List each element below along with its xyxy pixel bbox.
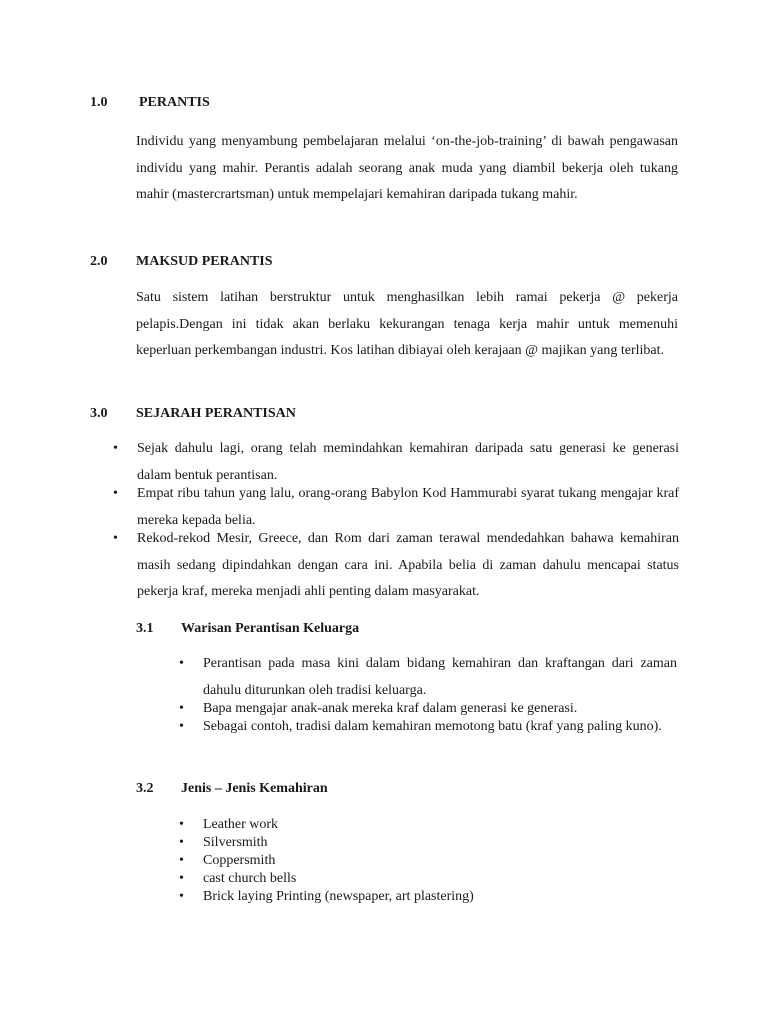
section-number-1: 1.0 <box>90 95 108 110</box>
section-title-jenis-kemahiran: Jenis – Jenis Kemahiran <box>181 781 328 796</box>
list-item-text: Leather work <box>203 817 279 832</box>
section-number-3-2: 3.2 <box>136 781 154 796</box>
list-item-text: Bapa mengajar anak-anak mereka kraf dalam generasi ke generasi. <box>203 701 578 716</box>
bullet-icon: • <box>179 853 184 868</box>
list-item-text: Perantisan pada masa kini dalam bidang kemahiran dan kraftangan dari zaman dahulu diturunkan oleh tradisi keluarga. <box>203 656 677 698</box>
bullet-icon: • <box>113 486 118 501</box>
list-item <box>179 651 677 704</box>
list-item-text: Rekod-rekod Mesir, Greece, dan Rom dari zaman terawal mendedahkan bahawa kemahiran masih sedang dipindahkan dengan cara ini. Apabila belia di zaman dahulu mencapai status pekerja kraf, mereka menjadi ahli penting dalam masyarakat. <box>137 531 679 599</box>
bullet-icon: • <box>179 889 184 904</box>
list-item-text: Brick laying Printing (newspaper, art plastering) <box>203 889 474 904</box>
section-title-sejarah-perantisan: SEJARAH PERANTISAN <box>136 406 296 421</box>
section-number-2: 2.0 <box>90 254 108 269</box>
bullet-icon: • <box>179 701 184 716</box>
list-item <box>179 870 677 888</box>
section-title-perantis: PERANTIS <box>139 95 210 110</box>
list-item-text: Silversmith <box>203 835 268 850</box>
list-item-text: Empat ribu tahun yang lalu, orang-orang Babylon Kod Hammurabi syarat tukang mengajar kraf mereka kepada belia. <box>137 486 679 528</box>
list-item <box>179 714 677 741</box>
section-body-maksud-perantis: Satu sistem latihan berstruktur untuk menghasilkan lebih ramai pekerja @ pekerja pelapis.Dengan ini tidak akan berlaku kekurangan tenaga kerja mahir untuk memenuhi keperluan perkembangan industri. Kos latihan dibiayai oleh kerajaan @ majikan yang terlibat. <box>136 290 678 358</box>
bullet-icon: • <box>179 656 184 671</box>
bullet-icon: • <box>179 719 184 734</box>
section-number-3-1: 3.1 <box>136 621 154 636</box>
list-item-text: Coppersmith <box>203 853 276 868</box>
list-item-text: Sebagai contoh, tradisi dalam kemahiran memotong batu (kraf yang paling kuno). <box>203 719 662 734</box>
list-item-text: cast church bells <box>203 871 297 886</box>
list-item <box>179 816 677 834</box>
bullet-icon: • <box>179 835 184 850</box>
list-item <box>179 888 677 906</box>
bullet-icon: • <box>113 441 118 456</box>
list-item-text: Sejak dahulu lagi, orang telah memindahkan kemahiran daripada satu generasi ke generasi dalam bentuk perantisan. <box>137 441 679 483</box>
section-number-3: 3.0 <box>90 406 108 421</box>
list-item <box>113 526 679 606</box>
bullet-icon: • <box>113 531 118 546</box>
section-title-maksud-perantis: MAKSUD PERANTIS <box>136 254 273 269</box>
list-item <box>179 852 677 870</box>
bullet-icon: • <box>179 871 184 886</box>
bullet-icon: • <box>179 817 184 832</box>
list-item <box>179 834 677 852</box>
section-title-warisan-perantisan: Warisan Perantisan Keluarga <box>181 621 360 636</box>
section-body-perantis: Individu yang menyambung pembelajaran melalui ‘on-the-job-training’ di bawah pengawasan individu yang mahir. Perantis adalah seorang anak muda yang diambil bekerja oleh tukang mahir (mastercrartsman) untuk mempelajari kemahiran daripada tukang mahir. <box>136 134 678 202</box>
